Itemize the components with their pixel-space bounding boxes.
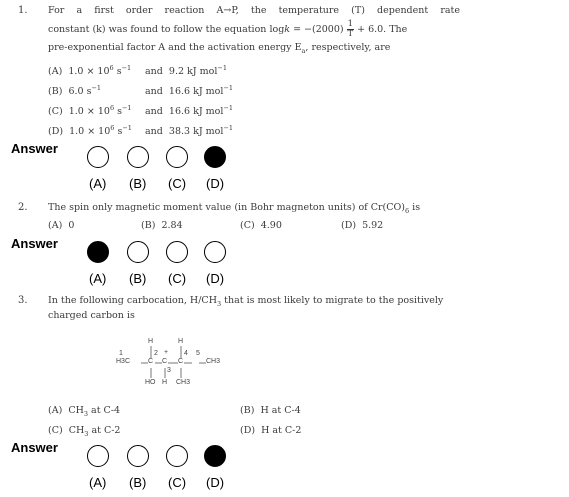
q2-option-c: (C) 4.90: [240, 220, 282, 231]
structure-h-top-c4: H: [178, 338, 184, 345]
structure-h3c: H3C: [116, 358, 131, 365]
structure-h-top-c2: H: [148, 338, 154, 345]
q1-bubble-a[interactable]: [87, 146, 109, 168]
q1-bubble-b[interactable]: [127, 146, 149, 168]
q2-bubble-label-b: (B): [129, 271, 147, 286]
q2-number: 2.: [18, 202, 28, 213]
q1-line-2: constant (k) was found to follow the equation logk = −(2000) $\frac{1}{T}$ + 6.0. The: [48, 19, 408, 39]
q3-answer-label: Answer: [11, 440, 58, 455]
q2-bubble-label-d: (D): [206, 271, 225, 286]
q2-bubble-b[interactable]: [127, 241, 149, 263]
q1-number: 1.: [18, 5, 28, 16]
q1-line-3: pre-exponential factor A and the activation energy $E_a$, respectively, are: [48, 42, 391, 55]
q3-option-b: (B) H at C-4: [240, 405, 301, 416]
q3-bubble-label-a: (A): [89, 475, 107, 490]
q2-bubble-label-a: (A): [89, 271, 107, 286]
structure-num-1: 1: [119, 350, 123, 357]
q2-bubble-c[interactable]: [166, 241, 188, 263]
structure-c2: C: [148, 358, 154, 365]
q2-option-d: (D) 5.92: [341, 220, 384, 231]
q1-bubble-label-c: (C): [168, 176, 187, 191]
q3-bubble-a[interactable]: [87, 445, 109, 467]
q1-option-d-energy: and 38.3 kJ mol$^{-1}$: [145, 124, 234, 138]
q1-bubble-c[interactable]: [166, 146, 188, 168]
structure-num-5: 5: [196, 350, 200, 357]
q1-line-1: For a first order reaction A→P, the temperature (T) dependent rate: [48, 5, 460, 16]
q3-bubble-label-b: (B): [129, 475, 147, 490]
q3-bubble-c[interactable]: [166, 445, 188, 467]
q3-bubble-label-d: (D): [206, 475, 225, 490]
q3-option-a: (A) $CH_3$ at C-4: [48, 405, 121, 418]
q1-fraction: $\frac{1}{T}$: [347, 19, 354, 39]
q3-option-c: (C) $CH_3$ at C-2: [48, 425, 121, 438]
structure-ch3-bottom: CH3: [176, 379, 191, 386]
structure-c4: C: [178, 358, 184, 365]
structure-num-2: 2: [154, 350, 158, 357]
q1-bubble-label-b: (B): [129, 176, 147, 191]
q1-bubble-label-d: (D): [206, 176, 225, 191]
q2-bubble-d[interactable]: [204, 241, 226, 263]
structure-ch3-c5: CH3: [206, 358, 221, 365]
q3-line-2: charged carbon is: [48, 310, 135, 321]
q1-option-d: (D) $1.0 \times 10^6$ $s^{-1}$: [48, 124, 132, 138]
q2-bubble-label-c: (C): [168, 271, 187, 286]
structure-num-3: 3: [167, 367, 171, 374]
q1-option-b: (B) 6.0 $s^{-1}$: [48, 84, 102, 98]
q1-option-a-energy: and 9.2 kJ mol$^{-1}$: [145, 64, 227, 78]
structure-num-4: 4: [184, 350, 188, 357]
q2-answer-label: Answer: [11, 236, 58, 251]
q2-question: The spin only magnetic moment value (in Bohr magneton units) of $Cr(CO)_6$ is: [48, 202, 421, 215]
q1-answer-label: Answer: [11, 141, 58, 156]
carbocation-structure: [110, 335, 240, 395]
q2-option-b: (B) 2.84: [141, 220, 183, 231]
structure-c3: C: [162, 358, 168, 365]
q3-option-d: (D) H at C-2: [240, 425, 302, 436]
q2-bubble-a[interactable]: [87, 241, 109, 263]
q1-option-c: (C) $1.0 \times 10^6$ $s^{-1}$: [48, 104, 132, 118]
q1-bubble-d[interactable]: [204, 146, 226, 168]
q2-option-a: (A) 0: [48, 220, 75, 231]
structure-plus-charge: +: [164, 349, 169, 356]
q3-number: 3.: [18, 295, 28, 306]
q3-bubble-b[interactable]: [127, 445, 149, 467]
q1-option-c-energy: and 16.6 kJ mol$^{-1}$: [145, 104, 234, 118]
q1-option-b-energy: and 16.6 kJ mol$^{-1}$: [145, 84, 234, 98]
q3-bubble-d[interactable]: [204, 445, 226, 467]
q1-bubble-label-a: (A): [89, 176, 107, 191]
q1-option-a: (A) $1.0 \times 10^6$ $s^{-1}$: [48, 64, 132, 78]
structure-h-bottom-c3: H: [162, 379, 168, 386]
structure-bonds: [110, 335, 240, 395]
structure-ho: HO: [145, 379, 156, 386]
q3-bubble-label-c: (C): [168, 475, 187, 490]
q3-line-1: In the following carbocation, $H/CH_3$ that is most likely to migrate to the positively: [48, 295, 444, 308]
